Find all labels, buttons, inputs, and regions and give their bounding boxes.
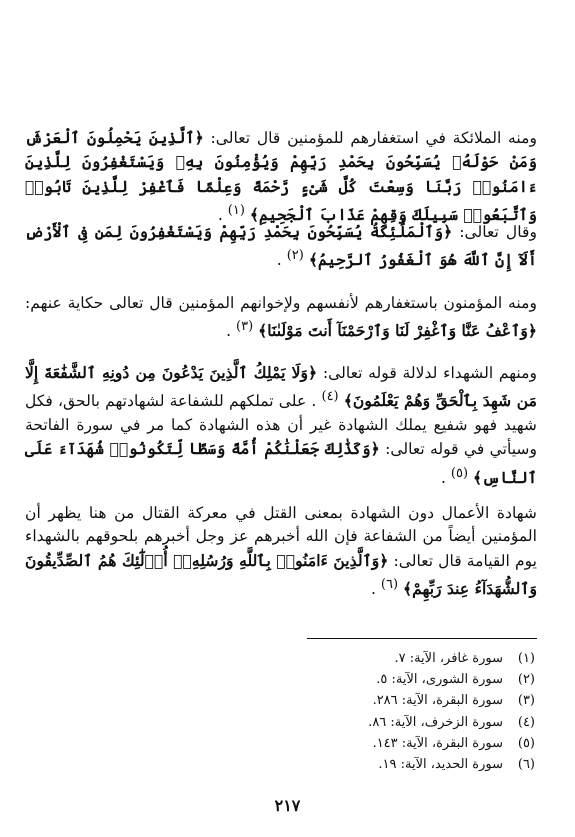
footnote-ref: (١): [227, 203, 245, 219]
paragraph-text: ومنه الملائكة في استغفارهم للمؤمنين قال تعالى:: [210, 128, 537, 147]
quran-verse: ﴿وَٱلَّذِينَ ءَامَنُوا۟ بِٱللَّهِ وَرُسُلِهِۦٓ أُو۟لَٰٓئِكَ هُمُ ٱلصِّدِّيقُونَ وَٱلشُّهَدَآءُ عِندَ رَبِّهِمْ﴾: [25, 550, 537, 599]
footnote-text: سورة الزخرف، الآية: ٨٦.: [368, 714, 503, 730]
paragraph-angels-2: [25, 220, 537, 273]
page-number: ٢١٧: [274, 796, 301, 815]
footnote-item: [275, 754, 535, 775]
quran-verse: ﴿وَٱعْفُ عَنَّا وَٱغْفِرْ لَنَا وَٱرْحَمْنَآ أَنتَ مَوْلَىٰنَا﴾: [258, 321, 537, 341]
punctuation: .: [276, 251, 282, 270]
footnote-ref: (٦): [380, 577, 399, 593]
footnote-number: (٥): [517, 735, 535, 751]
footnote-item: [275, 690, 535, 711]
quran-verse: ﴿ٱلَّذِينَ يَحْمِلُونَ ٱلْعَرْشَ وَمَنْ حَوْلَهُۥ يُسَبِّحُونَ بِحَمْدِ رَبِّهِمْ وَيُؤْمِنُونَ بِهِۦ وَيَسْتَغْفِرُونَ لِلَّذِينَ ءَامَنُوا۟ رَبَّنَا وَسِعْتَ كُلَّ شَىْءٍ رَّحْمَةً وَعِلْمًا فَٱغْفِرْ لِلَّذِينَ تَابُوا۟ وَٱتَّبَعُوا۟ سَبِيلَكَ وَقِهِمْ عَذَابَ ٱلْجَحِيمِ﴾: [25, 127, 537, 225]
quran-verse: ﴿وَلَا يَمْلِكُ ٱلَّذِينَ يَدْعُونَ مِن دُونِهِ ٱلشَّفَٰعَةَ إِلَّا مَن شَهِدَ بِٱلْحَقِّ وَهُمْ يَعْلَمُونَ﴾: [25, 362, 537, 411]
footnote-item: [275, 712, 535, 733]
punctuation: .: [217, 206, 223, 225]
paragraph-martyrs: [25, 361, 537, 491]
footnote-ref: (٤): [321, 389, 339, 405]
footnote-ref: (٣): [236, 319, 254, 335]
punctuation: .: [370, 580, 376, 599]
footnote-text: سورة البقرة، الآية: ١٤٣.: [372, 735, 503, 751]
quran-verse: ﴿وَكَذَٰلِكَ جَعَلْنَٰكُمْ أُمَّةً وَسَطًا لِّتَكُونُوا۟ شُهَدَآءَ عَلَى ٱلنَّاسِ﴾: [25, 439, 537, 487]
footnote-number: (١): [517, 651, 535, 666]
footnote-ref: (٥): [450, 465, 469, 481]
footnote-text: سورة الشورى، الآية: ٥.: [376, 672, 503, 688]
paragraph-believers: [25, 292, 537, 344]
footnote-item: [275, 648, 535, 669]
footnote-text: سورة الحديد، الآية: ١٩.: [378, 757, 503, 773]
paragraph-text: شهادة الأعمال دون الشهادة بمعنى القتل في معركة القتال من هنا يظهر أن المؤمنين أيضاً من الشفاعة فإن الله أخبرهم عز وجل أخبرهم بلحوقهم بالشهداء يوم القيامة قال تعالى:: [25, 503, 537, 570]
footnote-divider: [307, 638, 537, 639]
footnote-text: سورة البقرة، الآية: ٢٨٦.: [372, 693, 503, 709]
paragraph-text: ومنهم الشهداء لدلالة قوله تعالى:: [322, 363, 537, 382]
footnote-item: [275, 733, 535, 754]
footnote-number: (٢): [517, 672, 535, 688]
paragraph-text: وقال تعالى:: [459, 222, 537, 241]
punctuation: .: [226, 322, 232, 341]
footnote-number: (٣): [517, 693, 535, 709]
paragraph-angels: [25, 126, 537, 228]
footnote-text: سورة غافر، الآية: ٧.: [394, 651, 503, 666]
paragraph-text-continued: . على تملكهم للشفاعة لشهادتهم بالحق، فكل شهيد فهو شفيع يملك الشهادة غير أن هذه الشهادة كما مر في سورة الفاتحة وسيأتي في قوله تعالى:: [25, 392, 538, 459]
paragraph-text: ومنه المؤمنون باستغفارهم لأنفسهم ولإخوانهم المؤمنين قال تعالى حكاية عنهم:: [25, 293, 537, 312]
punctuation: .: [440, 468, 446, 487]
quran-verse: ﴿وَٱلْمَلَٰٓئِكَةُ يُسَبِّحُونَ بِحَمْدِ رَبِّهِمْ وَيَسْتَغْفِرُونَ لِمَن فِى ٱلْأَرْضِ أَلَآ إِنَّ ٱللَّهَ هُوَ ٱلْغَفُورُ ٱلرَّحِيمُ﴾: [25, 221, 537, 270]
footnote-number: (٤): [517, 714, 535, 730]
paragraph-witness: [25, 502, 537, 602]
footnote-ref: (٢): [286, 248, 304, 264]
footnotes-list: [275, 648, 535, 775]
footnote-item: [275, 669, 535, 690]
footnote-number: (٦): [517, 757, 535, 773]
